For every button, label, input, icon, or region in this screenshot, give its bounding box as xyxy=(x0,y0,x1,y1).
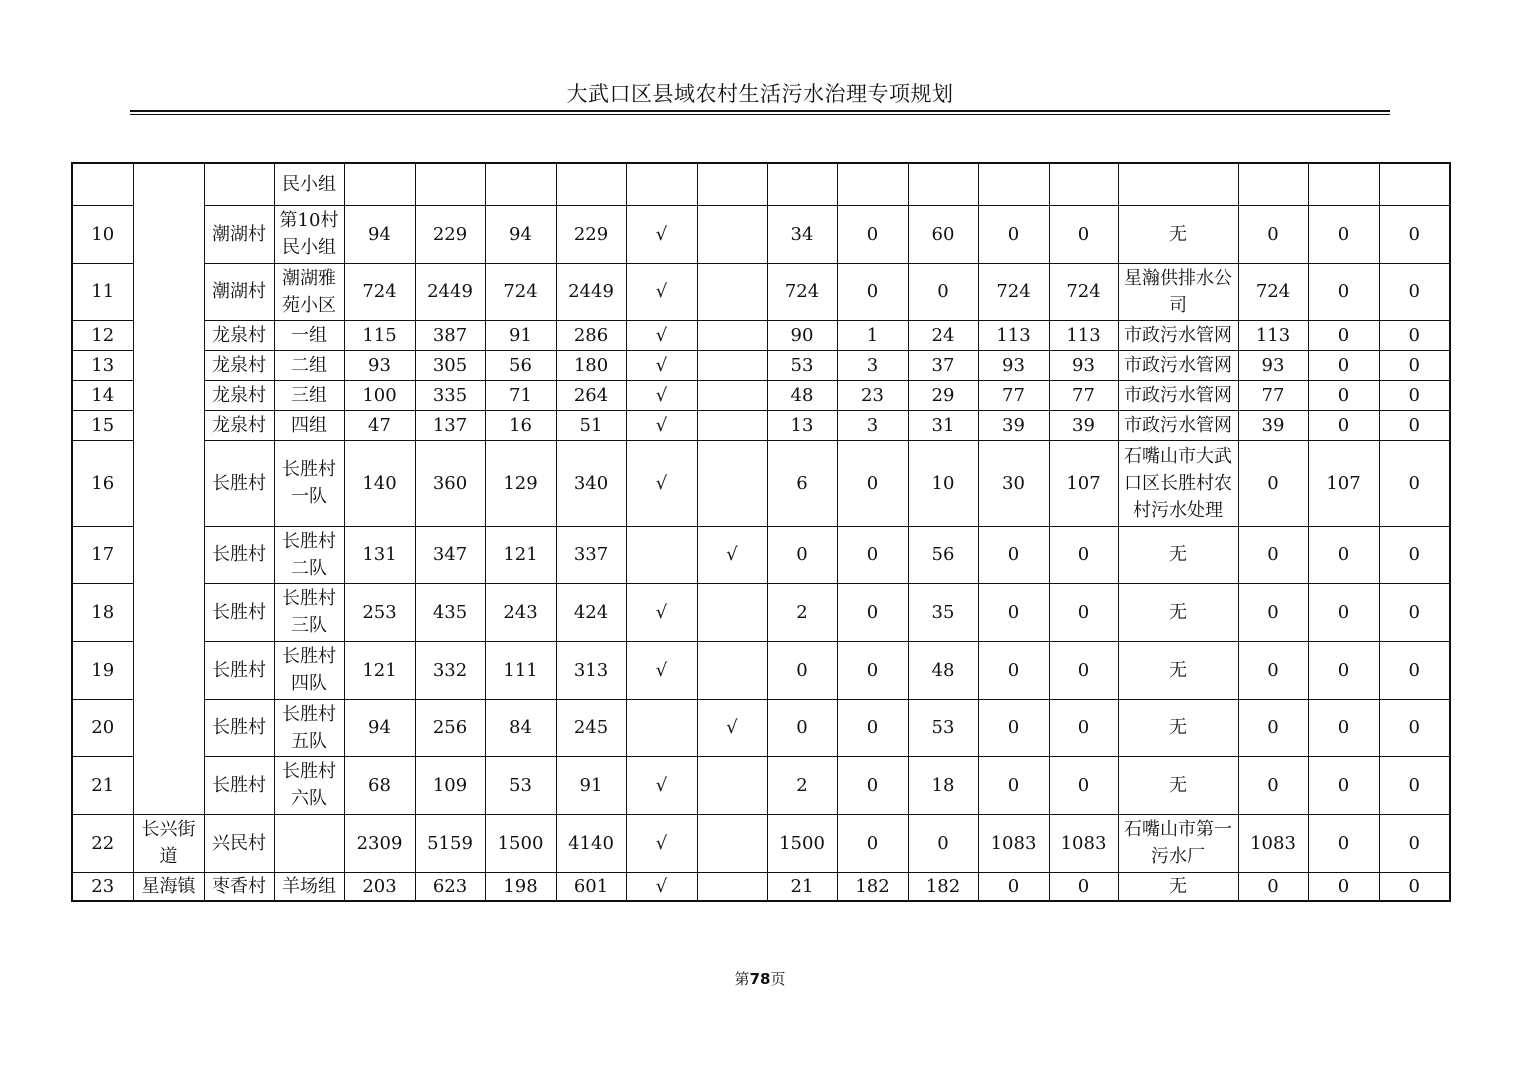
table-cell: 0 xyxy=(1379,583,1450,641)
table-cell: 256 xyxy=(415,699,485,756)
table-cell: 0 xyxy=(978,699,1049,756)
table-cell xyxy=(697,163,767,205)
table-cell: 0 xyxy=(837,699,908,756)
table-cell: 0 xyxy=(1238,641,1308,699)
table-cell xyxy=(415,163,485,205)
table-cell: 潮湖村 xyxy=(204,263,274,320)
table-cell: 0 xyxy=(837,440,908,526)
table-cell: 无 xyxy=(1118,526,1238,583)
table-cell: 68 xyxy=(344,756,415,814)
table-cell: 56 xyxy=(908,526,978,583)
table-cell: 109 xyxy=(415,756,485,814)
table-cell: 601 xyxy=(556,872,626,901)
table-cell: 0 xyxy=(1379,410,1450,440)
table-cell: 0 xyxy=(837,526,908,583)
table-cell: 13 xyxy=(72,350,133,380)
table-cell: 53 xyxy=(485,756,556,814)
table-row xyxy=(72,756,1450,814)
table-cell xyxy=(204,163,274,205)
table-cell: 71 xyxy=(485,380,556,410)
table-cell: 23 xyxy=(837,380,908,410)
table-cell: 1083 xyxy=(1238,814,1308,872)
table-cell: 0 xyxy=(1238,756,1308,814)
table-cell: √ xyxy=(626,350,697,380)
table-cell: 0 xyxy=(1308,380,1379,410)
table-cell: 0 xyxy=(1238,205,1308,263)
table-cell: 113 xyxy=(1049,320,1118,350)
table-cell xyxy=(626,163,697,205)
table-cell: 长胜村六队 xyxy=(274,756,344,814)
table-cell: 56 xyxy=(485,350,556,380)
table-cell xyxy=(697,263,767,320)
table-cell: 77 xyxy=(978,380,1049,410)
table-cell: 131 xyxy=(344,526,415,583)
table-cell: 94 xyxy=(344,205,415,263)
page-number-prefix: 第 xyxy=(734,970,750,988)
table-cell: 市政污水管网 xyxy=(1118,350,1238,380)
table-cell: 1083 xyxy=(978,814,1049,872)
table-cell: 2 xyxy=(767,583,837,641)
table-cell: 37 xyxy=(908,350,978,380)
table-cell: 无 xyxy=(1118,205,1238,263)
table-cell: 23 xyxy=(72,872,133,901)
table-cell: 1083 xyxy=(1049,814,1118,872)
table-cell xyxy=(908,163,978,205)
table-cell xyxy=(697,320,767,350)
table-cell: 长胜村 xyxy=(204,526,274,583)
table-cell: 石嘴山市大武口区长胜村农村污水处理 xyxy=(1118,440,1238,526)
table-cell xyxy=(1308,163,1379,205)
table-cell: 60 xyxy=(908,205,978,263)
table-cell: 0 xyxy=(978,872,1049,901)
table-cell: 115 xyxy=(344,320,415,350)
table-cell: 305 xyxy=(415,350,485,380)
table-cell: 424 xyxy=(556,583,626,641)
table-cell: 0 xyxy=(978,583,1049,641)
table-cell: 无 xyxy=(1118,756,1238,814)
table-cell: 2449 xyxy=(415,263,485,320)
table-cell: 84 xyxy=(485,699,556,756)
table-cell xyxy=(697,583,767,641)
table-row xyxy=(72,583,1450,641)
table-cell: 4140 xyxy=(556,814,626,872)
table-cell: 0 xyxy=(1379,440,1450,526)
table-row xyxy=(72,320,1450,350)
table-cell xyxy=(697,205,767,263)
table-cell xyxy=(1118,163,1238,205)
table-cell: 39 xyxy=(1238,410,1308,440)
table-cell: 0 xyxy=(978,641,1049,699)
table-cell: 0 xyxy=(767,526,837,583)
table-cell: 39 xyxy=(978,410,1049,440)
table-cell: 二组 xyxy=(274,350,344,380)
table-cell: 0 xyxy=(1049,641,1118,699)
table-cell: 0 xyxy=(1049,699,1118,756)
table-cell xyxy=(697,814,767,872)
table-cell: 15 xyxy=(72,410,133,440)
table-cell: 14 xyxy=(72,380,133,410)
page-header-title: 大武口区县域农村生活污水治理专项规划 xyxy=(566,82,954,106)
table-cell: √ xyxy=(626,814,697,872)
table-cell: √ xyxy=(626,583,697,641)
table-cell: 0 xyxy=(1308,872,1379,901)
table-cell: 182 xyxy=(908,872,978,901)
table-cell xyxy=(978,163,1049,205)
table-cell: 0 xyxy=(1379,872,1450,901)
table-cell xyxy=(697,410,767,440)
table-cell: 潮湖村 xyxy=(204,205,274,263)
table-cell: 335 xyxy=(415,380,485,410)
table-cell: 180 xyxy=(556,350,626,380)
table-cell: 11 xyxy=(72,263,133,320)
table-cell xyxy=(1238,163,1308,205)
table-cell: 0 xyxy=(908,263,978,320)
table-cell: 229 xyxy=(415,205,485,263)
table-cell: 121 xyxy=(485,526,556,583)
table-row xyxy=(72,872,1450,901)
table-cell: 47 xyxy=(344,410,415,440)
page-footer xyxy=(0,968,1520,989)
table-cell: 0 xyxy=(1379,350,1450,380)
table-cell: 30 xyxy=(978,440,1049,526)
table-cell: 0 xyxy=(1308,410,1379,440)
table-cell: 长胜村四队 xyxy=(274,641,344,699)
table-cell: 77 xyxy=(1049,380,1118,410)
table-cell: 0 xyxy=(1308,263,1379,320)
table-cell xyxy=(344,163,415,205)
table-cell: 182 xyxy=(837,872,908,901)
sewage-data-table xyxy=(71,162,1451,902)
table-cell: 77 xyxy=(1238,380,1308,410)
table-cell: 无 xyxy=(1118,872,1238,901)
table-cell: 19 xyxy=(72,641,133,699)
table-cell: 0 xyxy=(1308,205,1379,263)
table-cell: 10 xyxy=(72,205,133,263)
table-cell: 龙泉村 xyxy=(204,410,274,440)
table-cell: 22 xyxy=(72,814,133,872)
table-cell: 1500 xyxy=(485,814,556,872)
table-cell: 市政污水管网 xyxy=(1118,410,1238,440)
table-cell: 0 xyxy=(1308,641,1379,699)
table-cell: 潮湖雅苑小区 xyxy=(274,263,344,320)
table-cell: 243 xyxy=(485,583,556,641)
table-cell: 387 xyxy=(415,320,485,350)
table-cell xyxy=(72,163,133,205)
table-cell: 0 xyxy=(1049,583,1118,641)
table-cell: √ xyxy=(626,320,697,350)
page-number-suffix: 页 xyxy=(770,970,786,988)
table-cell: 53 xyxy=(908,699,978,756)
table-cell: √ xyxy=(697,699,767,756)
table-cell xyxy=(697,350,767,380)
table-cell: 93 xyxy=(1238,350,1308,380)
table-cell: 16 xyxy=(485,410,556,440)
table-cell: 0 xyxy=(1308,699,1379,756)
table-cell: 0 xyxy=(1379,526,1450,583)
table-cell: 6 xyxy=(767,440,837,526)
table-cell: 12 xyxy=(72,320,133,350)
table-cell: 0 xyxy=(1238,699,1308,756)
table-cell: 17 xyxy=(72,526,133,583)
table-cell: 3 xyxy=(837,410,908,440)
table-cell: 93 xyxy=(978,350,1049,380)
table-cell: 137 xyxy=(415,410,485,440)
table-cell: 286 xyxy=(556,320,626,350)
table-cell: 0 xyxy=(1049,526,1118,583)
table-cell: 三组 xyxy=(274,380,344,410)
table-cell: 0 xyxy=(837,205,908,263)
table-cell: 羊场组 xyxy=(274,872,344,901)
table-cell: 91 xyxy=(556,756,626,814)
table-cell: 长胜村 xyxy=(204,440,274,526)
table-cell: 0 xyxy=(1379,263,1450,320)
table-cell: 0 xyxy=(1049,756,1118,814)
table-cell xyxy=(697,872,767,901)
table-row xyxy=(72,350,1450,380)
table-cell: √ xyxy=(626,756,697,814)
table-cell: 长胜村五队 xyxy=(274,699,344,756)
table-row xyxy=(72,163,1450,205)
table-cell: 民小组 xyxy=(274,163,344,205)
table-cell: 10 xyxy=(908,440,978,526)
table-cell: 113 xyxy=(1238,320,1308,350)
table-cell: 113 xyxy=(978,320,1049,350)
table-cell: 长胜村一队 xyxy=(274,440,344,526)
table-cell xyxy=(697,756,767,814)
table-cell: 111 xyxy=(485,641,556,699)
table-cell: 四组 xyxy=(274,410,344,440)
table-cell: 34 xyxy=(767,205,837,263)
table-cell: √ xyxy=(626,380,697,410)
table-cell: 0 xyxy=(1049,872,1118,901)
table-cell xyxy=(556,163,626,205)
table-cell: 0 xyxy=(1379,320,1450,350)
table-cell: 347 xyxy=(415,526,485,583)
table-cell: 兴民村 xyxy=(204,814,274,872)
table-cell: 长胜村 xyxy=(204,583,274,641)
table-cell: 0 xyxy=(1308,320,1379,350)
table-cell: √ xyxy=(626,872,697,901)
table-cell: 长兴街道 xyxy=(133,814,204,872)
table-cell: 长胜村三队 xyxy=(274,583,344,641)
table-cell: 一组 xyxy=(274,320,344,350)
table-cell xyxy=(485,163,556,205)
table-cell: 93 xyxy=(1049,350,1118,380)
table-cell: 龙泉村 xyxy=(204,320,274,350)
table-row xyxy=(72,526,1450,583)
table-cell: 94 xyxy=(344,699,415,756)
table-cell: 100 xyxy=(344,380,415,410)
table-cell: 2309 xyxy=(344,814,415,872)
table-row xyxy=(72,380,1450,410)
table-cell xyxy=(1049,163,1118,205)
header-rule-thin xyxy=(130,114,1390,115)
table-cell: 0 xyxy=(1238,872,1308,901)
table-cell: 724 xyxy=(978,263,1049,320)
table-cell: 229 xyxy=(556,205,626,263)
table-cell: 18 xyxy=(908,756,978,814)
table-cell: 0 xyxy=(1379,641,1450,699)
table-cell: 140 xyxy=(344,440,415,526)
page-number: 78 xyxy=(749,970,771,988)
table-cell: 198 xyxy=(485,872,556,901)
table-cell: 51 xyxy=(556,410,626,440)
table-cell: 第10村民小组 xyxy=(274,205,344,263)
table-row xyxy=(72,814,1450,872)
table-cell: 2449 xyxy=(556,263,626,320)
table-cell: 0 xyxy=(1238,440,1308,526)
table-cell: 3 xyxy=(837,350,908,380)
table-cell: 2 xyxy=(767,756,837,814)
table-cell xyxy=(133,163,204,814)
table-cell: 0 xyxy=(1379,814,1450,872)
table-cell xyxy=(767,163,837,205)
table-cell: 107 xyxy=(1308,440,1379,526)
table-cell: 长胜村 xyxy=(204,699,274,756)
table-cell: 129 xyxy=(485,440,556,526)
table-cell: 无 xyxy=(1118,641,1238,699)
table-cell: 18 xyxy=(72,583,133,641)
table-cell: 0 xyxy=(978,205,1049,263)
table-cell: 0 xyxy=(837,583,908,641)
table-cell: 16 xyxy=(72,440,133,526)
header-rule xyxy=(130,110,1390,112)
table-cell: 121 xyxy=(344,641,415,699)
table-cell: 龙泉村 xyxy=(204,380,274,410)
table-cell: 94 xyxy=(485,205,556,263)
table-cell: 31 xyxy=(908,410,978,440)
table-row xyxy=(72,410,1450,440)
table-cell: 市政污水管网 xyxy=(1118,320,1238,350)
table-cell: 1 xyxy=(837,320,908,350)
table-cell: 53 xyxy=(767,350,837,380)
table-cell: 0 xyxy=(1379,756,1450,814)
table-cell: 0 xyxy=(1049,205,1118,263)
table-cell: 623 xyxy=(415,872,485,901)
table-cell: 435 xyxy=(415,583,485,641)
table-cell: 0 xyxy=(1308,526,1379,583)
table-cell: 0 xyxy=(1238,526,1308,583)
table-cell: 724 xyxy=(1049,263,1118,320)
table-cell: 332 xyxy=(415,641,485,699)
table-cell: 0 xyxy=(1308,350,1379,380)
table-cell: 0 xyxy=(767,641,837,699)
table-cell: 长胜村二队 xyxy=(274,526,344,583)
table-cell: 724 xyxy=(344,263,415,320)
table-cell: 长胜村 xyxy=(204,641,274,699)
table-cell: 0 xyxy=(767,699,837,756)
table-cell: √ xyxy=(626,263,697,320)
table-cell: 0 xyxy=(1379,205,1450,263)
table-cell: 20 xyxy=(72,699,133,756)
table-cell: 21 xyxy=(767,872,837,901)
table-cell: √ xyxy=(626,440,697,526)
table-cell: 48 xyxy=(908,641,978,699)
table-row xyxy=(72,263,1450,320)
table-cell: 313 xyxy=(556,641,626,699)
table-cell xyxy=(837,163,908,205)
table-cell: 0 xyxy=(908,814,978,872)
table-cell: 93 xyxy=(344,350,415,380)
table-cell: √ xyxy=(626,205,697,263)
table-cell: 1500 xyxy=(767,814,837,872)
table-row xyxy=(72,440,1450,526)
table-cell: 253 xyxy=(344,583,415,641)
table-cell: √ xyxy=(626,410,697,440)
table-cell xyxy=(697,641,767,699)
table-cell: 5159 xyxy=(415,814,485,872)
table-cell: 724 xyxy=(485,263,556,320)
table-cell: 39 xyxy=(1049,410,1118,440)
table-cell: 0 xyxy=(1238,583,1308,641)
table-cell: 龙泉村 xyxy=(204,350,274,380)
table-cell: 星海镇 xyxy=(133,872,204,901)
table-cell: 长胜村 xyxy=(204,756,274,814)
table-cell: 石嘴山市第一污水厂 xyxy=(1118,814,1238,872)
table-cell: 203 xyxy=(344,872,415,901)
table-cell: 24 xyxy=(908,320,978,350)
table-cell: √ xyxy=(697,526,767,583)
table-cell: 0 xyxy=(1308,756,1379,814)
table-cell: 市政污水管网 xyxy=(1118,380,1238,410)
table-cell: 264 xyxy=(556,380,626,410)
table-cell xyxy=(626,526,697,583)
table-cell: 0 xyxy=(1379,699,1450,756)
table-cell: 13 xyxy=(767,410,837,440)
table-cell: 35 xyxy=(908,583,978,641)
table-cell xyxy=(697,380,767,410)
table-cell: 0 xyxy=(978,756,1049,814)
table-cell: 360 xyxy=(415,440,485,526)
table-cell: 91 xyxy=(485,320,556,350)
table-cell: 245 xyxy=(556,699,626,756)
table-cell xyxy=(274,814,344,872)
table-cell: 107 xyxy=(1049,440,1118,526)
table-cell: 枣香村 xyxy=(204,872,274,901)
table-cell: 0 xyxy=(1308,583,1379,641)
table-cell xyxy=(697,440,767,526)
table-row xyxy=(72,205,1450,263)
table-cell xyxy=(1379,163,1450,205)
table-row xyxy=(72,699,1450,756)
table-cell: 0 xyxy=(1308,814,1379,872)
table-cell: 340 xyxy=(556,440,626,526)
table-cell: 0 xyxy=(837,756,908,814)
table-cell: 90 xyxy=(767,320,837,350)
table-cell: 724 xyxy=(1238,263,1308,320)
table-cell: 48 xyxy=(767,380,837,410)
table-cell: 0 xyxy=(1379,380,1450,410)
table-cell: √ xyxy=(626,641,697,699)
table-cell: 0 xyxy=(837,641,908,699)
table-cell: 724 xyxy=(767,263,837,320)
table-cell: 0 xyxy=(978,526,1049,583)
table-cell: 无 xyxy=(1118,699,1238,756)
table-cell: 29 xyxy=(908,380,978,410)
table-cell: 337 xyxy=(556,526,626,583)
table-cell: 星瀚供排水公司 xyxy=(1118,263,1238,320)
table-cell: 21 xyxy=(72,756,133,814)
table-cell: 无 xyxy=(1118,583,1238,641)
table-cell: 0 xyxy=(837,814,908,872)
table-cell xyxy=(626,699,697,756)
table-cell: 0 xyxy=(837,263,908,320)
table-row xyxy=(72,641,1450,699)
